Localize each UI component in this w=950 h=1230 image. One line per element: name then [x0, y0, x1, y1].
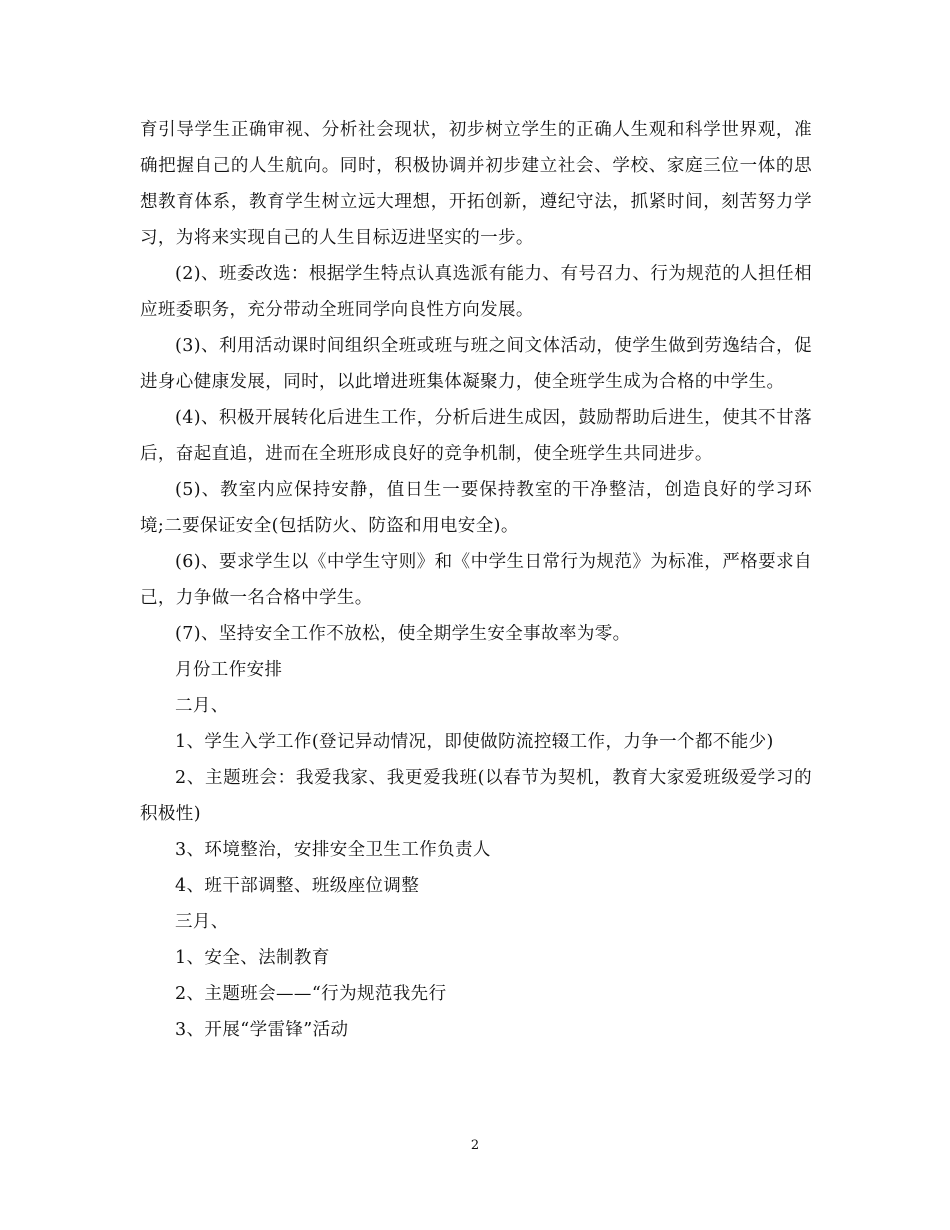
paragraph-item-3: (3)、利用活动课时间组织全班或班与班之间文体活动，使学生做到劳逸结合，促进身心健康发展，同时，以此增进班集体凝聚力，使全班学生成为合格的中学生。: [140, 336, 812, 392]
paragraph-item-2: (2)、班委改选：根据学生特点认真选派有能力、有号召力、行为规范的人担任相应班委职务，充分带动全班同学向良性方向发展。: [140, 264, 812, 320]
february-task-1: 1、学生入学工作(登记异动情况，即使做防流控辍工作，力争一个都不能少): [175, 732, 774, 752]
paragraph-item-7: (7)、坚持安全工作不放松，使全期学生安全事故率为零。: [175, 624, 631, 644]
paragraph-item-5: (5)、教室内应保持安静，值日生一要保持教室的干净整洁，创造良好的学习环境;二要保证安全(包括防火、防盗和用电安全)。: [140, 480, 812, 536]
february-task-4: 4、班干部调整、班级座位调整: [175, 876, 420, 896]
month-heading-march: 三月、: [175, 912, 229, 932]
document-body: [140, 112, 812, 1048]
section-heading-monthly: 月份工作安排: [175, 660, 283, 680]
february-task-3: 3、环境整治，安排安全卫生工作负责人: [175, 840, 491, 860]
paragraph-item-6: (6)、要求学生以《中学生守则》和《中学生日常行为规范》为标准，严格要求自己，力争做一名合格中学生。: [140, 552, 812, 608]
february-task-2: 2、主题班会：我爱我家、我更爱我班(以春节为契机，教育大家爱班级爱学习的积极性): [140, 768, 812, 824]
page-number: 2: [470, 1138, 480, 1153]
month-heading-february: 二月、: [175, 696, 229, 716]
paragraph-intro: 育引导学生正确审视、分析社会现状，初步树立学生的正确人生观和科学世界观，准确把握自己的人生航向。同时，积极协调并初步建立社会、学校、家庭三位一体的思想教育体系，教育学生树立远大理想，开拓创新，遵纪守法，抓紧时间，刻苦努力学习，为将来实现自己的人生目标迈进坚实的一步。: [140, 120, 812, 248]
march-task-3: 3、开展“学雷锋”活动: [175, 1020, 349, 1040]
paragraph-item-4: (4)、积极开展转化后进生工作，分析后进生成因，鼓励帮助后进生，使其不甘落后，奋起直追，进而在全班形成良好的竞争机制，使全班学生共同进步。: [140, 408, 812, 464]
march-task-1: 1、安全、法制教育: [175, 948, 330, 968]
march-task-2: 2、主题班会——“行为规范我先行: [175, 984, 447, 1004]
